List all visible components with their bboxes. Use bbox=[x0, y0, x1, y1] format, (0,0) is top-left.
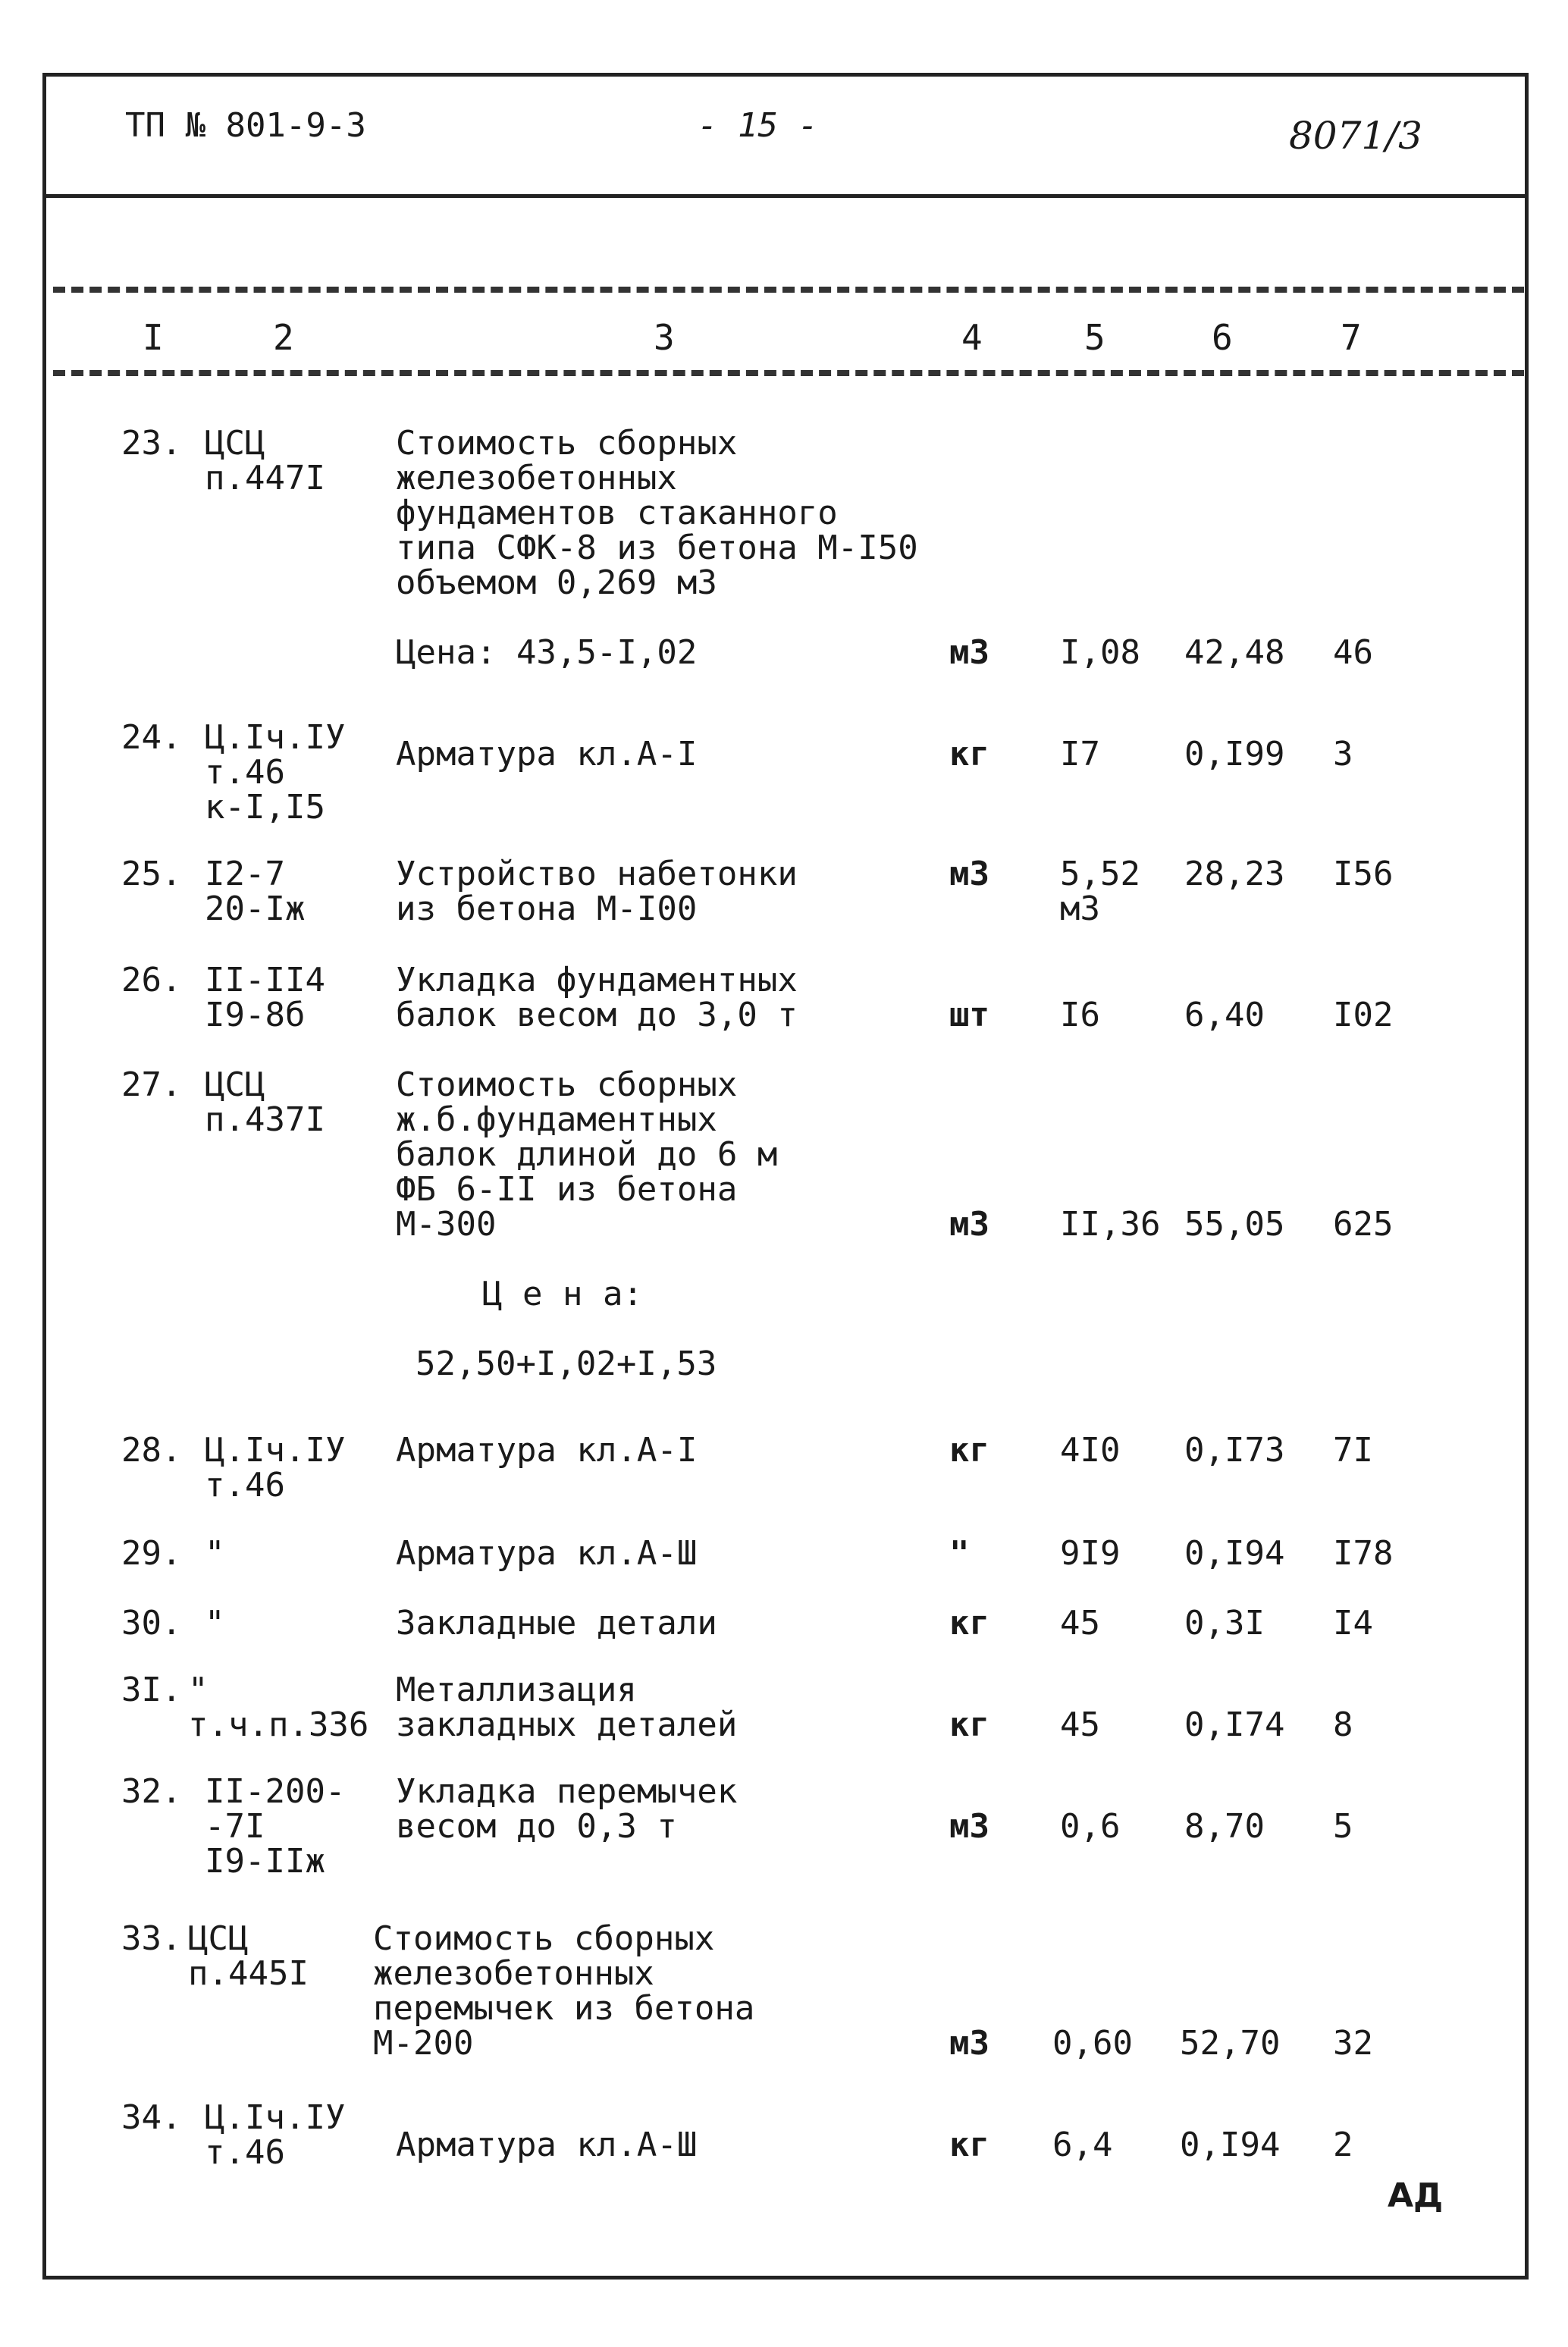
row-23-unit: м3 bbox=[949, 633, 989, 672]
row-25-num: 25. bbox=[121, 855, 182, 893]
row-24-num: 24. bbox=[121, 718, 182, 757]
row-32-code: II-200- -7I I9-IIж bbox=[205, 1772, 346, 1881]
col-header-7: 7 bbox=[1341, 317, 1362, 358]
row-29-code: " bbox=[205, 1534, 225, 1573]
row-32-num: 32. bbox=[121, 1772, 182, 1811]
row-28-unit: кг bbox=[949, 1431, 989, 1470]
row-29-num: 29. bbox=[121, 1534, 182, 1573]
row-33-desc: Стоимость сборных железобетонных перемычек из бетона М-200 bbox=[373, 1919, 755, 2063]
dashed-rule-top bbox=[53, 287, 1524, 293]
row-34-num: 34. bbox=[121, 2098, 182, 2137]
row-30-unit: кг bbox=[949, 1604, 989, 1643]
sheet-number: 8071/3 bbox=[1289, 114, 1422, 158]
row-25-qty: 5,52 м3 bbox=[1060, 855, 1140, 928]
row-34-price: 0,I94 bbox=[1180, 2126, 1281, 2164]
col-header-3: 3 bbox=[654, 317, 675, 358]
row-28-total: 7I bbox=[1333, 1431, 1373, 1470]
row-33-code: ЦСЦ п.445I bbox=[188, 1919, 309, 1993]
row-27-qty: II,36 bbox=[1060, 1205, 1161, 1244]
row-32-total: 5 bbox=[1333, 1807, 1353, 1846]
row-23-num: 23. bbox=[121, 424, 182, 463]
row-26-num: 26. bbox=[121, 961, 182, 999]
row-28-price: 0,I73 bbox=[1184, 1431, 1285, 1470]
row-24-code: Ц.Iч.IУ т.46 к-I,I5 bbox=[205, 718, 346, 827]
row-23-price: 42,48 bbox=[1184, 633, 1285, 672]
row-28-num: 28. bbox=[121, 1431, 182, 1470]
row-27-num: 27. bbox=[121, 1065, 182, 1104]
row-25-total: I56 bbox=[1333, 855, 1394, 893]
row-24-qty: I7 bbox=[1060, 735, 1100, 773]
row-30-qty: 45 bbox=[1060, 1604, 1100, 1643]
row-23-desc: Стоимость сборных железобетонных фундаментов стаканного типа СФК-8 из бетона М-I50 объемом 0,269 м3 bbox=[396, 424, 918, 602]
row-31-num: 3I. bbox=[121, 1671, 182, 1709]
row-29-qty: 9I9 bbox=[1060, 1534, 1121, 1573]
row-26-unit: шт bbox=[949, 996, 989, 1034]
row-27-price: 55,05 bbox=[1184, 1205, 1285, 1244]
row-31-price: 0,I74 bbox=[1184, 1705, 1285, 1744]
row-33-num: 33. bbox=[121, 1919, 182, 1958]
row-25-price: 28,23 bbox=[1184, 855, 1285, 893]
row-31-total: 8 bbox=[1333, 1705, 1353, 1744]
row-30-num: 30. bbox=[121, 1604, 182, 1643]
row-27-price-label: Ц е н а: bbox=[482, 1275, 643, 1313]
row-32-unit: м3 bbox=[949, 1807, 989, 1846]
row-33-unit: м3 bbox=[949, 2024, 989, 2063]
row-31-code: " т.ч.п.336 bbox=[188, 1671, 369, 1744]
row-24-price: 0,I99 bbox=[1184, 735, 1285, 773]
row-29-unit: " bbox=[949, 1534, 970, 1573]
row-30-desc: Закладные детали bbox=[396, 1604, 717, 1643]
row-33-total: 32 bbox=[1333, 2024, 1373, 2063]
row-23-qty: I,08 bbox=[1060, 633, 1140, 672]
row-29-price: 0,I94 bbox=[1184, 1534, 1285, 1573]
row-26-code: II-II4 I9-8б bbox=[205, 961, 325, 1034]
row-31-unit: кг bbox=[949, 1705, 989, 1744]
row-29-desc: Арматура кл.А-Ш bbox=[396, 1534, 698, 1573]
row-23-price-formula: Цена: 43,5-I,02 bbox=[396, 633, 698, 672]
row-26-total: I02 bbox=[1333, 996, 1394, 1034]
page-number: - 15 - bbox=[698, 106, 818, 145]
col-header-2: 2 bbox=[273, 317, 294, 358]
row-25-code: I2-7 20-Iж bbox=[205, 855, 306, 928]
row-34-code: Ц.Iч.IУ т.46 bbox=[205, 2098, 346, 2172]
document-code: ТП № 801-9-3 bbox=[125, 106, 366, 145]
row-23-code: ЦСЦ п.447I bbox=[205, 424, 325, 497]
row-25-unit: м3 bbox=[949, 855, 989, 893]
row-23-total: 46 bbox=[1333, 633, 1373, 672]
row-32-qty: 0,6 bbox=[1060, 1807, 1121, 1846]
row-32-desc: Укладка перемычек весом до 0,3 т bbox=[396, 1772, 738, 1846]
row-30-code: " bbox=[205, 1604, 225, 1643]
row-25-desc: Устройство набетонки из бетона М-I00 bbox=[396, 855, 798, 928]
row-29-total: I78 bbox=[1333, 1534, 1394, 1573]
col-header-6: 6 bbox=[1212, 317, 1233, 358]
row-26-qty: I6 bbox=[1060, 996, 1100, 1034]
row-30-price: 0,3I bbox=[1184, 1604, 1265, 1643]
col-header-4: 4 bbox=[961, 317, 983, 358]
header-divider bbox=[42, 194, 1529, 198]
row-27-unit: м3 bbox=[949, 1205, 989, 1244]
col-header-5: 5 bbox=[1084, 317, 1105, 358]
row-34-unit: кг bbox=[949, 2126, 989, 2164]
row-26-price: 6,40 bbox=[1184, 996, 1265, 1034]
row-33-price: 52,70 bbox=[1180, 2024, 1281, 2063]
row-34-qty: 6,4 bbox=[1052, 2126, 1113, 2164]
row-28-desc: Арматура кл.А-I bbox=[396, 1431, 698, 1470]
row-31-qty: 45 bbox=[1060, 1705, 1100, 1744]
row-33-qty: 0,60 bbox=[1052, 2024, 1133, 2063]
row-28-code: Ц.Iч.IУ т.46 bbox=[205, 1431, 346, 1505]
row-30-total: I4 bbox=[1333, 1604, 1373, 1643]
row-27-total: 625 bbox=[1333, 1205, 1394, 1244]
row-24-total: 3 bbox=[1333, 735, 1353, 773]
row-24-desc: Арматура кл.А-I bbox=[396, 735, 698, 773]
row-28-qty: 4I0 bbox=[1060, 1431, 1121, 1470]
row-27-desc: Стоимость сборных ж.б.фундаментных балок длиной до 6 м ФБ 6-II из бетона М-300 bbox=[396, 1065, 778, 1244]
row-34-total: 2 bbox=[1333, 2126, 1353, 2164]
footer-mark: АД bbox=[1388, 2176, 1444, 2215]
row-27-code: ЦСЦ п.437I bbox=[205, 1065, 325, 1139]
col-header-1: I bbox=[143, 317, 164, 358]
row-26-desc: Укладка фундаментных балок весом до 3,0 т bbox=[396, 961, 798, 1034]
row-24-unit: кг bbox=[949, 735, 989, 773]
row-34-desc: Арматура кл.А-Ш bbox=[396, 2126, 698, 2164]
row-32-price: 8,70 bbox=[1184, 1807, 1265, 1846]
dashed-rule-bottom bbox=[53, 370, 1524, 376]
row-27-price-formula: 52,50+I,02+I,53 bbox=[416, 1345, 717, 1383]
row-31-desc: Металлизация закладных деталей bbox=[396, 1671, 738, 1744]
